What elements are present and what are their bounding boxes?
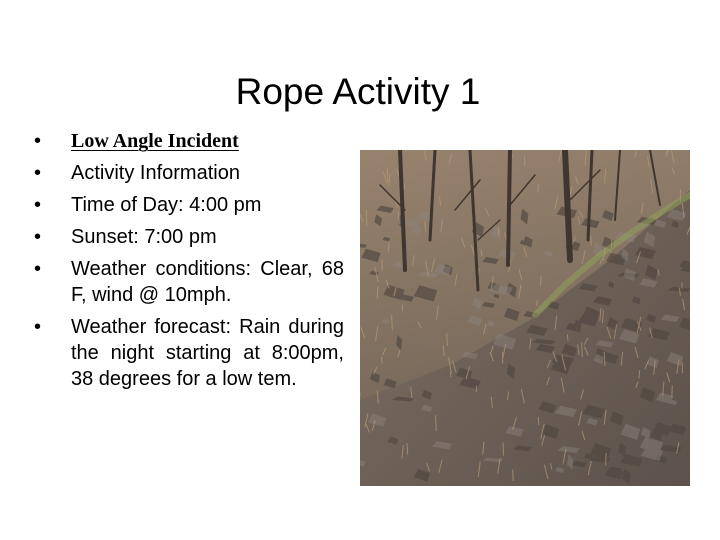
slide-title: Rope Activity 1 [235,71,481,112]
bullet-dot: • [34,258,42,280]
bullet-text: Weather conditions: Clear, 68 F, wind @ 10mph. [71,258,344,306]
bullet-item-activity-information [34,160,344,186]
bullet-item-weather-conditions [34,256,344,308]
bullet-list [34,128,344,392]
bullet-item-incident-type [34,128,344,154]
bullet-item-time-of-day [34,192,344,218]
bullet-item-sunset [34,224,344,250]
bullet-text: Time of Day: 4:00 pm [71,194,262,216]
bullet-text: Low Angle Incident [71,130,239,152]
bullet-dot: • [34,162,42,184]
bullet-dot: • [34,194,42,216]
bullet-text: Sunset: 7:00 pm [71,226,217,248]
bullet-item-weather-forecast [34,314,344,392]
bullet-text: Activity Information [71,162,240,184]
bullet-dot: • [34,316,42,338]
bullet-text: Weather forecast: Rain during the night starting at 8:00pm, 38 degrees for a low tem. [71,316,344,390]
hillside-photo-illustration [360,150,690,486]
hillside-photo [360,150,690,486]
bullet-dot: • [34,226,42,248]
bullet-dot: • [34,130,42,152]
